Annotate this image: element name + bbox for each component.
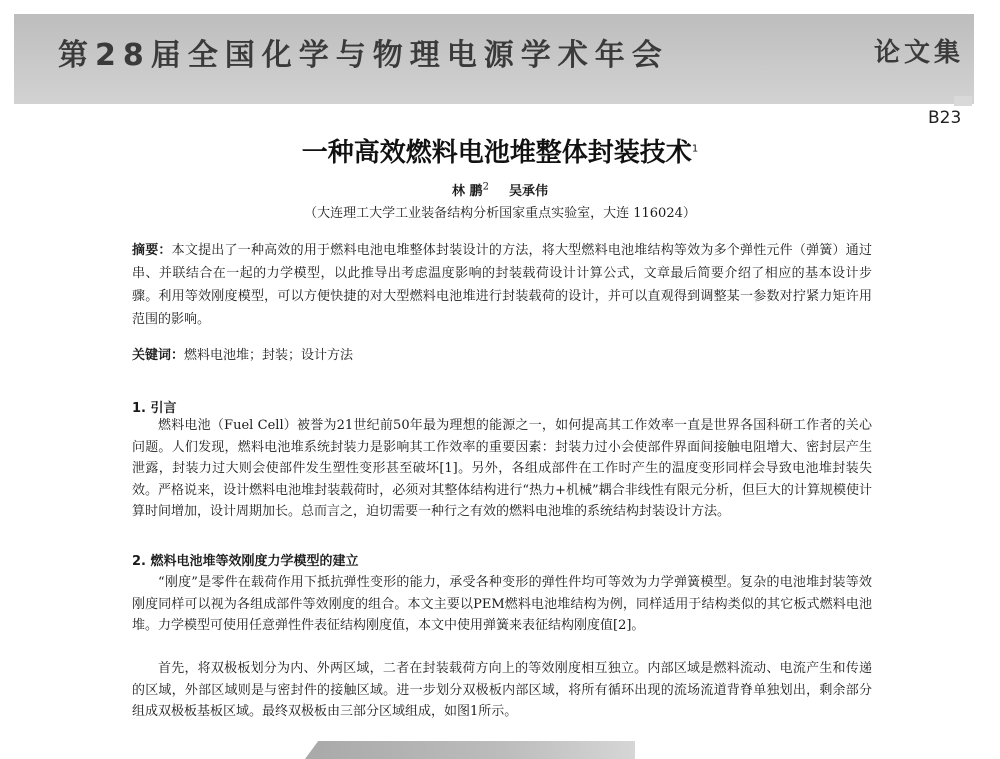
keywords-text: 燃料电池堆；封装；设计方法 [184, 348, 354, 363]
affiliation: （大连理工大学工业装备结构分析国家重点实验室，大连 116024） [304, 206, 696, 221]
body-paragraph: 燃料电池（Fuel Cell）被誉为21世纪前50年最为理想的能源之一，如何提高其工作效率一直是世界各国科研工作者的关心问题。人们发现，燃料电池堆系统封装力是影响其工作效率的重要因素：封装力过小会使部件界面间接触电阻增大、密封层产生泄露，封装力过大则会使部件发生塑性变形甚至破坏[1]。另外，各组成部件在工作时产生的温度变形同样会导致电池堆封装失效。严格说来，设计燃料电池堆封装载荷时，必须对其整体结构进行“热力+机械”耦合非线性有限元分析，但巨大的计算规模使计算时间增加，设计周期加长。总而言之，迫切需要一种行之有效的燃料电池堆的系统结构封装设计方法。 [132, 418, 872, 519]
author-line [0, 180, 1000, 199]
abstract [132, 239, 872, 331]
figure-1-partial [305, 741, 635, 759]
author-footnote-mark: 2 [482, 181, 489, 193]
author-name: 吴承伟 [508, 184, 548, 199]
title-footnote-mark: 1 [691, 143, 699, 155]
conference-title: 第28届全国化学与物理电源学术年会 [58, 38, 669, 73]
author-name: 林 鹏 [452, 184, 483, 199]
section-heading: 2. 燃料电池堆等效刚度力学模型的建立 [132, 554, 359, 569]
abstract-text: 本文提出了一种高效的用于燃料电池电堆整体封装设计的方法，将大型燃料电池堆结构等效为多个弹性元件（弹簧）通过串、并联结合在一起的力学模型，以此推导出考虑温度影响的封装载荷设计计算公式，文章最后简要介绍了相应的基本设计步骤。利用等效刚度模型，可以方便快捷的对大型燃料电池堆进行封装载荷的设计，并可以直观得到调整某一参数对拧紧力矩许用范围的影响。 [132, 243, 872, 327]
section-heading: 1. 引言 [132, 401, 177, 416]
page-corner-tab [954, 96, 972, 106]
keywords-label: 关键词： [132, 348, 185, 363]
paper-title [0, 132, 1000, 169]
keywords [132, 345, 872, 367]
paper-title-text: 一种高效燃料电池堆整体封装技术 [301, 138, 692, 168]
abstract-label: 摘要： [132, 243, 172, 258]
body-paragraph: “刚度”是零件在载荷作用下抵抗弹性变形的能力，承受各种变形的弹性件均可等效为力学弹簧模型。复杂的电池堆封装等效刚度同样可以视为各组成部件等效刚度的组合。本文主要以PEM燃料电池堆结构为例，同样适用于结构类似的其它板式燃料电池堆。力学模型可使用任意弹性件表征结构刚度值，本文中使用弹簧来表征结构刚度值[2]。 [132, 575, 872, 633]
page-code: B23 [928, 108, 962, 128]
body-paragraph: 首先，将双极板划分为内、外两区域，二者在封装载荷方向上的等效刚度相互独立。内部区域是燃料流动、电流产生和传递的区域，外部区域则是与密封件的接触区域。进一步划分双极板内部区域，将所有循环出现的流场流道背脊单独划出，剩余部分组成双极板基板区域。最终双极板由三部分区域组成，如图1所示。 [132, 661, 872, 719]
proceedings-label: 论文集 [873, 38, 964, 68]
